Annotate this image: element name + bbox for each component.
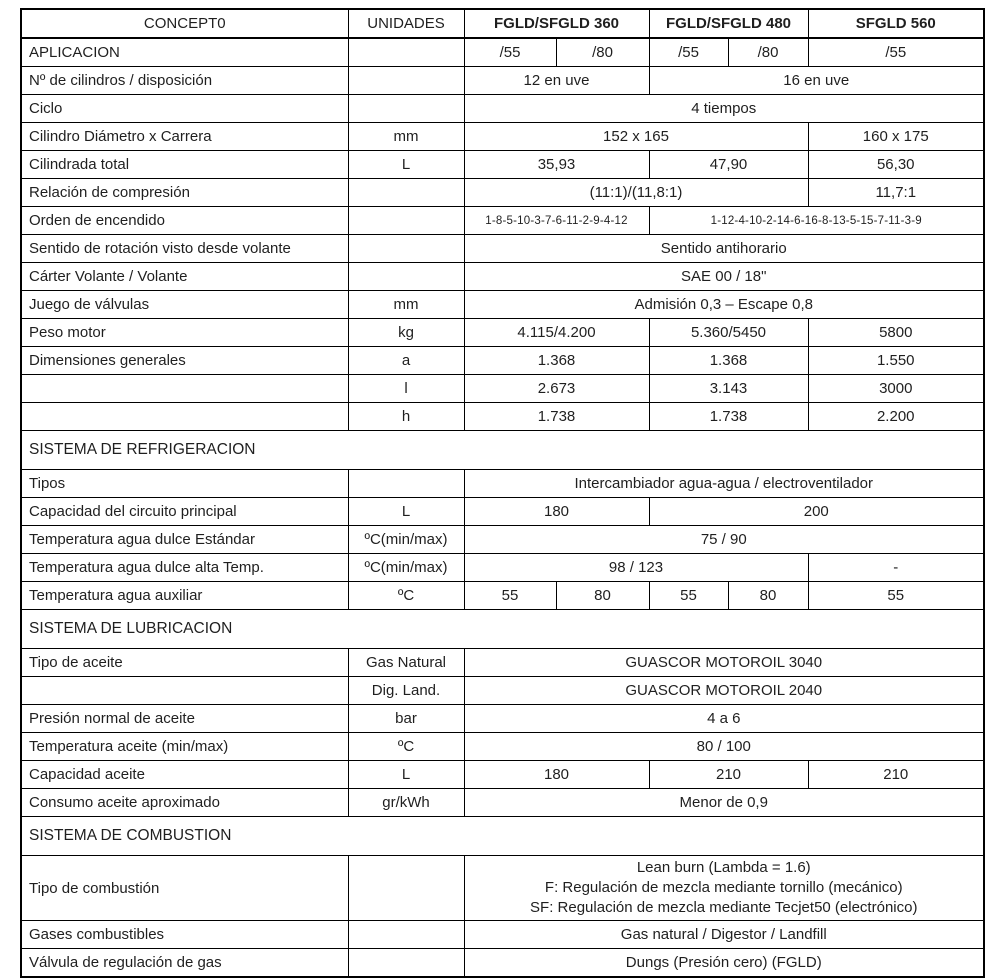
table-cell: 160 x 175 bbox=[808, 123, 984, 151]
table-cell: /55 bbox=[808, 38, 984, 67]
section-title: SISTEMA DE COMBUSTION bbox=[21, 817, 984, 856]
row-label bbox=[21, 677, 348, 705]
table-cell: 1.550 bbox=[808, 347, 984, 375]
table-cell: - bbox=[808, 554, 984, 582]
table-row bbox=[21, 733, 984, 761]
table-cell: 180 bbox=[464, 498, 649, 526]
table-cell: gr/kWh bbox=[348, 789, 464, 817]
table-cell: 152 x 165 bbox=[464, 123, 808, 151]
table-row bbox=[21, 291, 984, 319]
table-cell: ºC(min/max) bbox=[348, 554, 464, 582]
table-cell: mm bbox=[348, 291, 464, 319]
table-row bbox=[21, 789, 984, 817]
table-row bbox=[21, 856, 984, 921]
table-cell: /80 bbox=[556, 38, 649, 67]
row-label: Presión normal de aceite bbox=[21, 705, 348, 733]
table-row bbox=[21, 649, 984, 677]
table-cell: 55 bbox=[808, 582, 984, 610]
table-row bbox=[21, 207, 984, 235]
table-cell: 210 bbox=[649, 761, 808, 789]
row-label: Temperatura agua dulce Estándar bbox=[21, 526, 348, 554]
table-cell: 1.368 bbox=[464, 347, 649, 375]
row-label: Orden de encendido bbox=[21, 207, 348, 235]
table-row bbox=[21, 705, 984, 733]
section-row bbox=[21, 610, 984, 649]
row-label: Capacidad aceite bbox=[21, 761, 348, 789]
table-cell: 4.115/4.200 bbox=[464, 319, 649, 347]
row-label: Válvula de regulación de gas bbox=[21, 949, 348, 978]
table-cell: Menor de 0,9 bbox=[464, 789, 984, 817]
row-label: Cilindro Diámetro x Carrera bbox=[21, 123, 348, 151]
table-row bbox=[21, 319, 984, 347]
table-cell: 1-12-4-10-2-14-6-16-8-13-5-15-7-11-3-9 bbox=[649, 207, 984, 235]
table-cell: GUASCOR MOTOROIL 2040 bbox=[464, 677, 984, 705]
table-cell: Sentido antihorario bbox=[464, 235, 984, 263]
row-label bbox=[21, 403, 348, 431]
table-cell: 16 en uve bbox=[649, 67, 984, 95]
table-cell: Intercambiador agua-agua / electroventilador bbox=[464, 470, 984, 498]
row-label: Nº de cilindros / disposición bbox=[21, 67, 348, 95]
table-cell: 98 / 123 bbox=[464, 554, 808, 582]
row-label: Dimensiones generales bbox=[21, 347, 348, 375]
table-row bbox=[21, 123, 984, 151]
table-cell: kg bbox=[348, 319, 464, 347]
row-label: Cilindrada total bbox=[21, 151, 348, 179]
table-cell bbox=[348, 38, 464, 67]
table-row bbox=[21, 263, 984, 291]
table-row bbox=[21, 949, 984, 978]
table-cell: 35,93 bbox=[464, 151, 649, 179]
table-cell: 4 tiempos bbox=[464, 95, 984, 123]
table-cell: Admisión 0,3 – Escape 0,8 bbox=[464, 291, 984, 319]
section-row bbox=[21, 817, 984, 856]
table-row bbox=[21, 761, 984, 789]
table-row bbox=[21, 498, 984, 526]
table-cell bbox=[348, 235, 464, 263]
table-cell: CONCEPT0 bbox=[21, 9, 348, 38]
table-cell: FGLD/SFGLD 480 bbox=[649, 9, 808, 38]
table-cell: /80 bbox=[728, 38, 808, 67]
table-cell: 210 bbox=[808, 761, 984, 789]
table-cell: UNIDADES bbox=[348, 9, 464, 38]
row-label: Tipos bbox=[21, 470, 348, 498]
table-cell: 2.200 bbox=[808, 403, 984, 431]
table-cell: SAE 00 / 18" bbox=[464, 263, 984, 291]
table-cell: L bbox=[348, 151, 464, 179]
table-cell bbox=[348, 949, 464, 978]
row-label: Capacidad del circuito principal bbox=[21, 498, 348, 526]
section-title: SISTEMA DE LUBRICACION bbox=[21, 610, 984, 649]
section-row bbox=[21, 431, 984, 470]
table-cell: 180 bbox=[464, 761, 649, 789]
table-row bbox=[21, 677, 984, 705]
table-cell: Dig. Land. bbox=[348, 677, 464, 705]
table-cell: 200 bbox=[649, 498, 984, 526]
table-row bbox=[21, 375, 984, 403]
table-cell: L bbox=[348, 498, 464, 526]
table-cell: l bbox=[348, 375, 464, 403]
table-cell: 5800 bbox=[808, 319, 984, 347]
table-cell: Gas natural / Digestor / Landfill bbox=[464, 921, 984, 949]
table-cell: L bbox=[348, 761, 464, 789]
table-cell: ºC bbox=[348, 582, 464, 610]
table-cell: Dungs (Presión cero) (FGLD) bbox=[464, 949, 984, 978]
table-row bbox=[21, 582, 984, 610]
row-label: Juego de válvulas bbox=[21, 291, 348, 319]
table-row bbox=[21, 403, 984, 431]
row-label: Tipo de combustión bbox=[21, 856, 348, 921]
row-label: Temperatura agua dulce alta Temp. bbox=[21, 554, 348, 582]
table-cell: 55 bbox=[464, 582, 556, 610]
table-cell: 80 bbox=[728, 582, 808, 610]
table-cell-line: SF: Regulación de mezcla mediante Tecjet50 (electrónico) bbox=[530, 899, 918, 916]
table-cell: /55 bbox=[464, 38, 556, 67]
table-cell: (11:1)/(11,8:1) bbox=[464, 179, 808, 207]
table-cell: 1.368 bbox=[649, 347, 808, 375]
table-cell bbox=[348, 179, 464, 207]
table-row bbox=[21, 151, 984, 179]
table-row bbox=[21, 95, 984, 123]
table-cell: h bbox=[348, 403, 464, 431]
table-cell: 11,7:1 bbox=[808, 179, 984, 207]
table-cell: 1.738 bbox=[464, 403, 649, 431]
table-cell: Gas Natural bbox=[348, 649, 464, 677]
table-cell: 12 en uve bbox=[464, 67, 649, 95]
row-label: Peso motor bbox=[21, 319, 348, 347]
table-cell: bar bbox=[348, 705, 464, 733]
table-cell bbox=[348, 207, 464, 235]
table-cell: 4 a 6 bbox=[464, 705, 984, 733]
table-row bbox=[21, 554, 984, 582]
table-cell: 3.143 bbox=[649, 375, 808, 403]
table-row bbox=[21, 67, 984, 95]
table-row bbox=[21, 235, 984, 263]
row-label: Ciclo bbox=[21, 95, 348, 123]
row-label: Gases combustibles bbox=[21, 921, 348, 949]
row-label: Relación de compresión bbox=[21, 179, 348, 207]
row-label: Cárter Volante / Volante bbox=[21, 263, 348, 291]
table-cell: a bbox=[348, 347, 464, 375]
table-cell: FGLD/SFGLD 360 bbox=[464, 9, 649, 38]
table-row bbox=[21, 347, 984, 375]
spec-table-body bbox=[21, 9, 984, 977]
table-cell: 80 bbox=[556, 582, 649, 610]
table-cell: ºC(min/max) bbox=[348, 526, 464, 554]
table-cell bbox=[348, 263, 464, 291]
table-cell bbox=[464, 856, 984, 921]
table-cell: 55 bbox=[649, 582, 728, 610]
table-cell: 2.673 bbox=[464, 375, 649, 403]
table-cell: 1-8-5-10-3-7-6-11-2-9-4-12 bbox=[464, 207, 649, 235]
table-cell: 75 / 90 bbox=[464, 526, 984, 554]
table-cell: ºC bbox=[348, 733, 464, 761]
section-title: SISTEMA DE REFRIGERACION bbox=[21, 431, 984, 470]
table-row bbox=[21, 179, 984, 207]
table-cell: 5.360/5450 bbox=[649, 319, 808, 347]
table-cell bbox=[348, 856, 464, 921]
table-cell bbox=[348, 470, 464, 498]
table-cell: mm bbox=[348, 123, 464, 151]
table-row bbox=[21, 470, 984, 498]
table-row bbox=[21, 38, 984, 67]
table-row bbox=[21, 921, 984, 949]
table-row bbox=[21, 526, 984, 554]
row-label bbox=[21, 375, 348, 403]
header-row bbox=[21, 9, 984, 38]
table-cell: GUASCOR MOTOROIL 3040 bbox=[464, 649, 984, 677]
table-cell: SFGLD 560 bbox=[808, 9, 984, 38]
row-label: APLICACION bbox=[21, 38, 348, 67]
table-cell: 1.738 bbox=[649, 403, 808, 431]
table-cell: 80 / 100 bbox=[464, 733, 984, 761]
table-cell bbox=[348, 921, 464, 949]
table-cell bbox=[348, 95, 464, 123]
row-label: Temperatura agua auxiliar bbox=[21, 582, 348, 610]
spec-table bbox=[20, 8, 985, 978]
table-cell: 56,30 bbox=[808, 151, 984, 179]
row-label: Temperatura aceite (min/max) bbox=[21, 733, 348, 761]
table-cell: 47,90 bbox=[649, 151, 808, 179]
table-cell-line: Lean burn (Lambda = 1.6) bbox=[636, 859, 811, 876]
table-cell-line: F: Regulación de mezcla mediante tornillo (mecánico) bbox=[544, 879, 903, 896]
row-label: Sentido de rotación visto desde volante bbox=[21, 235, 348, 263]
row-label: Tipo de aceite bbox=[21, 649, 348, 677]
table-cell: /55 bbox=[649, 38, 728, 67]
table-cell bbox=[348, 67, 464, 95]
row-label: Consumo aceite aproximado bbox=[21, 789, 348, 817]
table-cell: 3000 bbox=[808, 375, 984, 403]
